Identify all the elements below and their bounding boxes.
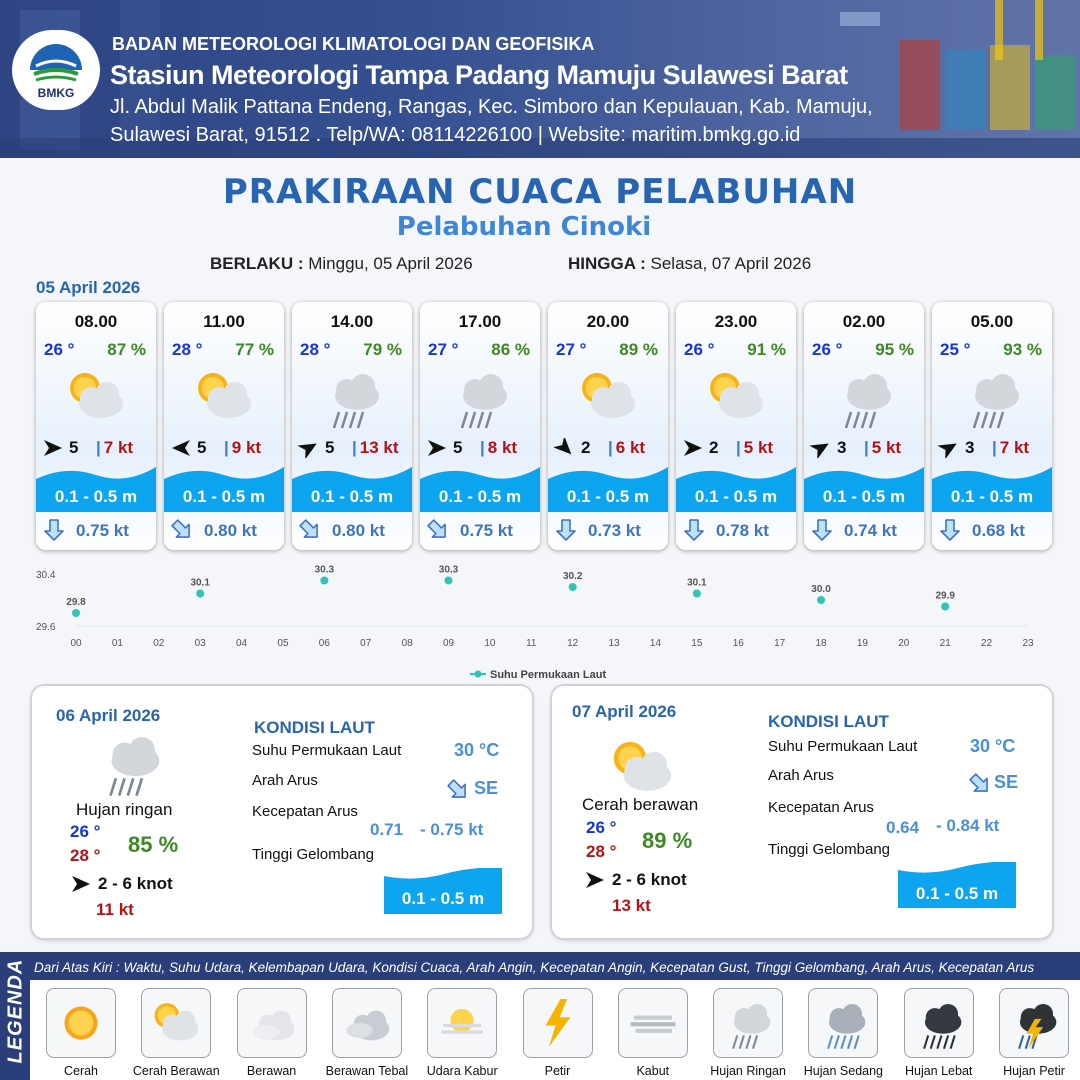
x-tick-label: 21 <box>939 638 951 649</box>
card-time: 05.00 <box>970 312 1014 331</box>
card-time: 08.00 <box>74 312 118 331</box>
x-tick-label: 03 <box>194 638 206 649</box>
card-gust-value: 5 kt <box>871 438 902 457</box>
current-speed-label: Kecepatan Arus <box>768 799 874 816</box>
wind-direction-icon <box>554 438 576 458</box>
current-direction-icon <box>554 518 578 542</box>
card-gust-value: 13 kt <box>359 438 399 457</box>
wind-direction-icon <box>42 438 64 458</box>
legend-item-label: Berawan Tebal <box>325 1064 409 1078</box>
hourly-card <box>36 302 156 550</box>
hujan-ringan-icon <box>957 362 1027 432</box>
card-temp: 25 ° <box>940 340 971 359</box>
card-wind-speed: 2 <box>581 438 591 457</box>
wave-height-label: Tinggi Gelombang <box>768 841 891 858</box>
current-speed-label: Kecepatan Arus <box>252 803 358 820</box>
card-humidity: 93 % <box>1003 340 1042 359</box>
valid-to-value: Selasa, 07 April 2026 <box>650 254 812 273</box>
card-humidity: 95 % <box>875 340 914 359</box>
legend-item-label: Berawan <box>246 1064 297 1078</box>
legend-items <box>30 980 1080 1080</box>
x-tick-label: 07 <box>360 638 372 649</box>
logo-text: BMKG <box>37 86 75 100</box>
valid-from-value: Minggu, 05 April 2026 <box>308 254 473 273</box>
hujan-ringan-icon <box>719 994 777 1052</box>
card-current-speed: 0.80 kt <box>332 521 385 540</box>
x-tick-label: 04 <box>236 638 248 649</box>
daily-condition: Cerah berawan <box>582 795 699 814</box>
card-humidity: 79 % <box>363 340 402 359</box>
card-gust: | 6 kt <box>608 438 646 457</box>
legend-item-label: Hujan Sedang <box>803 1064 883 1078</box>
daily-wind: 2 - 6 knot <box>98 874 173 893</box>
header-banner <box>0 0 1080 158</box>
x-tick-label: 10 <box>484 638 496 649</box>
legend-item-label: Cerah Berawan <box>132 1064 220 1078</box>
data-label: 30.2 <box>562 571 583 582</box>
card-gust: | 5 kt <box>864 438 902 457</box>
x-tick-label: 12 <box>567 638 579 649</box>
data-label: 30.0 <box>811 584 831 595</box>
card-time: 11.00 <box>203 312 245 331</box>
card-time: 14.00 <box>330 312 374 331</box>
x-tick-label: 14 <box>649 638 662 649</box>
x-tick-label: 23 <box>1022 638 1034 649</box>
legend-item-label: Kabut <box>636 1064 670 1078</box>
hujan-ringan-icon <box>317 362 387 432</box>
current-direction-icon <box>446 778 470 802</box>
sst-value: 30 °C <box>970 736 1016 756</box>
port-name: Pelabuhan Cinoki <box>396 212 652 242</box>
hujan-sedang-icon <box>814 994 872 1052</box>
legend-item <box>523 988 593 1058</box>
valid-to <box>568 254 811 274</box>
hourly-card <box>292 302 412 550</box>
card-wave-height: 0.1 - 0.5 m <box>694 487 778 506</box>
hourly-card <box>804 302 924 550</box>
card-gust: | 8 kt <box>480 438 518 457</box>
cerah-berawan-icon <box>701 362 771 432</box>
legend-item <box>46 988 116 1058</box>
sst-point <box>72 609 80 617</box>
card-time: 20.00 <box>586 312 630 331</box>
hujan-ringan-icon <box>445 362 515 432</box>
daily-humidity: 85 % <box>128 832 179 857</box>
address-line-2: Sulawesi Barat, 91512 . Telp/WA: 08114226100 | Website: maritim.bmkg.go.id <box>110 124 801 146</box>
legend-item <box>427 988 497 1058</box>
data-label: 30.1 <box>687 577 707 589</box>
x-tick-label: 06 <box>318 638 330 649</box>
legend-label: Suhu Permukaan Laut <box>490 669 607 680</box>
agency-name: BADAN METEOROLOGI KLIMATOLOGI DAN GEOFISIKA <box>112 34 595 54</box>
legend-side-label <box>0 952 30 1080</box>
current-speed-min: 0.64 <box>886 818 920 837</box>
daily-date: 06 April 2026 <box>56 706 161 725</box>
legend-description: Dari Atas Kiri : Waktu, Suhu Udara, Kelembapan Udara, Kondisi Cuaca, Arah Angin, Kecepatan Angin, Kecepatan Gust, Tinggi Gelombang, Arah Arus, Kecepatan Arus <box>34 960 1035 975</box>
card-temp: 28 ° <box>300 340 331 359</box>
current-direction-icon <box>170 518 194 542</box>
wind-direction-icon <box>298 438 320 458</box>
card-humidity: 91 % <box>747 340 786 359</box>
wind-direction-icon <box>170 438 192 458</box>
card-humidity: 89 % <box>619 340 658 359</box>
legend-marker <box>475 671 482 678</box>
current-direction-value: SE <box>474 778 499 798</box>
card-gust: | 13 kt <box>352 438 399 457</box>
legend-item <box>904 988 974 1058</box>
card-temp: 26 ° <box>44 340 75 359</box>
card-temp: 27 ° <box>556 340 587 359</box>
data-label: 30.1 <box>190 577 210 589</box>
daily-wind: 2 - 6 knot <box>612 870 687 889</box>
current-direction-value: SE <box>994 772 1019 792</box>
current-direction-icon <box>42 518 66 542</box>
card-wind-speed: 5 <box>69 438 79 457</box>
card-wind-speed: 3 <box>965 438 975 457</box>
sst-chart <box>30 560 1050 680</box>
card-time: 23.00 <box>714 312 758 331</box>
card-wave-height: 0.1 - 0.5 m <box>566 487 650 506</box>
legend-item <box>713 988 783 1058</box>
card-humidity: 86 % <box>491 340 530 359</box>
daily-condition: Hujan ringan <box>76 800 173 819</box>
card-current-speed: 0.75 kt <box>460 521 513 540</box>
x-tick-label: 05 <box>277 638 289 649</box>
hourly-card <box>676 302 796 550</box>
card-current-speed: 0.73 kt <box>588 521 641 540</box>
wind-direction-icon <box>810 438 832 458</box>
x-tick-label: 20 <box>898 638 910 649</box>
card-wind-speed: 5 <box>325 438 335 457</box>
valid-to-label: HINGGA : <box>568 254 646 273</box>
cerah-berawan-icon <box>61 362 131 432</box>
valid-from <box>210 254 473 274</box>
current-speed-max: - 0.75 kt <box>420 820 484 839</box>
data-label: 29.8 <box>66 597 86 608</box>
y-tick-label: 29.6 <box>36 622 56 633</box>
current-direction-label: Arah Arus <box>768 767 834 784</box>
card-humidity: 77 % <box>235 340 274 359</box>
card-temp: 26 ° <box>684 340 715 359</box>
data-label: 30.3 <box>438 564 459 576</box>
udara-kabur-icon <box>433 994 491 1052</box>
x-tick-label: 09 <box>442 638 455 649</box>
daily-gust: 13 kt <box>612 896 651 915</box>
legend-item-label: Cerah <box>63 1064 99 1078</box>
data-label: 29.9 <box>935 590 955 602</box>
card-wind-speed: 5 <box>453 438 463 457</box>
card-current-speed: 0.68 kt <box>972 521 1025 540</box>
sst-point <box>445 577 453 585</box>
card-gust: | 9 kt <box>224 438 262 457</box>
wind-direction-icon <box>584 870 606 890</box>
current-direction-icon <box>682 518 706 542</box>
current-direction-icon <box>426 518 450 542</box>
card-wind-speed: 2 <box>709 438 719 457</box>
legend-item <box>332 988 402 1058</box>
sst-point <box>817 596 825 604</box>
daily-temp-max: 28 ° <box>586 842 617 861</box>
current-direction-label: Arah Arus <box>252 772 318 789</box>
sst-value: 30 °C <box>454 740 500 760</box>
card-humidity: 87 % <box>107 340 146 359</box>
hourly-card <box>420 302 540 550</box>
current-direction-icon <box>298 518 322 542</box>
daily-humidity: 89 % <box>642 828 693 853</box>
cerah-berawan-icon <box>147 994 205 1052</box>
x-tick-label: 01 <box>111 638 123 649</box>
data-label: 30.3 <box>314 564 335 576</box>
berawan-icon <box>243 994 301 1052</box>
card-gust: | 7 kt <box>96 438 134 457</box>
current-direction-icon <box>810 518 834 542</box>
daily-gust: 11 kt <box>96 900 134 919</box>
card-gust-value: 8 kt <box>487 438 518 457</box>
sst-point <box>320 577 328 585</box>
card-wave-height: 0.1 - 0.5 m <box>182 487 266 506</box>
card-current-speed: 0.75 kt <box>76 521 129 540</box>
sst-label: Suhu Permukaan Laut <box>768 738 918 755</box>
page-title: PRAKIRAAN CUACA PELABUHAN <box>222 172 858 212</box>
legend-item-label: Petir <box>544 1064 571 1078</box>
daily-date: 07 April 2026 <box>572 702 677 721</box>
card-wind-speed: 3 <box>837 438 847 457</box>
kabut-icon <box>624 994 682 1052</box>
kondisi-laut-title: KONDISI LAUT <box>254 718 375 737</box>
card-gust-value: 9 kt <box>231 438 262 457</box>
legend-item <box>618 988 688 1058</box>
legend-item <box>999 988 1069 1058</box>
current-speed-min: 0.71 <box>370 820 404 839</box>
card-wave-height: 0.1 - 0.5 m <box>822 487 906 506</box>
x-tick-label: 11 <box>526 638 537 649</box>
kondisi-laut-title: KONDISI LAUT <box>768 712 889 731</box>
current-speed-max: - 0.84 kt <box>936 816 1000 835</box>
x-tick-label: 13 <box>608 638 620 649</box>
day1-date: 05 April 2026 <box>36 278 141 297</box>
card-temp: 26 ° <box>812 340 843 359</box>
wave-height-label: Tinggi Gelombang <box>252 846 375 863</box>
x-tick-label: 16 <box>732 638 744 649</box>
daily-panel <box>552 686 1052 938</box>
petir-icon <box>529 994 587 1052</box>
card-current-speed: 0.74 kt <box>844 521 897 540</box>
card-gust-value: 5 kt <box>743 438 774 457</box>
card-wind-speed: 5 <box>197 438 207 457</box>
daily-wave-height: 0.1 - 0.5 m <box>401 889 485 908</box>
card-current-speed: 0.78 kt <box>716 521 769 540</box>
card-wave-height: 0.1 - 0.5 m <box>438 487 522 506</box>
sst-point <box>196 590 204 598</box>
daily-temp-min: 26 ° <box>70 822 101 841</box>
legend-item-label: Hujan Ringan <box>710 1064 786 1078</box>
legend-title: LEGENDA <box>4 958 27 1064</box>
card-current-speed: 0.80 kt <box>204 521 257 540</box>
current-direction-icon <box>938 518 962 542</box>
card-time: 02.00 <box>842 312 886 331</box>
address-line-1: Jl. Abdul Malik Pattana Endeng, Rangas, Kec. Simboro dan Kepulauan, Kab. Mamuju, <box>110 96 873 118</box>
daily-wave-height: 0.1 - 0.5 m <box>915 884 999 903</box>
card-wave-height: 0.1 - 0.5 m <box>950 487 1034 506</box>
legend-item-label: Udara Kabur <box>426 1064 498 1078</box>
valid-from-label: BERLAKU : <box>210 254 304 273</box>
x-tick-label: 15 <box>691 638 703 649</box>
sst-point <box>941 603 949 611</box>
card-time: 17.00 <box>458 312 502 331</box>
hourly-card <box>164 302 284 550</box>
hujan-lebat-icon <box>910 994 968 1052</box>
hujan-petir-icon <box>1005 994 1063 1052</box>
wind-direction-icon <box>682 438 704 458</box>
legend <box>0 952 1080 1080</box>
card-gust-value: 7 kt <box>999 438 1030 457</box>
x-tick-label: 17 <box>774 638 786 649</box>
y-tick-label: 30.4 <box>36 570 56 581</box>
sst-point <box>693 590 701 598</box>
daily-temp-min: 26 ° <box>586 818 617 837</box>
hourly-forecast <box>32 302 1052 552</box>
legend-item-label: Hujan Lebat <box>904 1064 973 1078</box>
wind-direction-icon <box>426 438 448 458</box>
station-name: Stasiun Meteorologi Tampa Padang Mamuju Sulawesi Barat <box>110 60 848 90</box>
card-gust: | 5 kt <box>736 438 774 457</box>
bmkg-logo <box>12 30 100 110</box>
sst-point <box>569 583 577 591</box>
card-gust-value: 7 kt <box>103 438 134 457</box>
hujan-ringan-icon <box>92 724 168 800</box>
x-tick-label: 19 <box>856 638 868 649</box>
card-temp: 27 ° <box>428 340 459 359</box>
x-tick-label: 00 <box>70 638 82 649</box>
card-gust: | 7 kt <box>992 438 1030 457</box>
wind-direction-icon <box>70 874 92 894</box>
current-direction-icon <box>968 772 992 796</box>
berawan-tebal-icon <box>338 994 396 1052</box>
x-tick-label: 02 <box>153 638 165 649</box>
cerah-berawan-icon <box>189 362 259 432</box>
card-gust-value: 6 kt <box>615 438 646 457</box>
legend-item <box>808 988 878 1058</box>
legend-item-label: Hujan Petir <box>1003 1064 1065 1078</box>
legend-item <box>141 988 211 1058</box>
wind-direction-icon <box>938 438 960 458</box>
legend-item <box>237 988 307 1058</box>
hujan-ringan-icon <box>829 362 899 432</box>
x-tick-label: 08 <box>401 638 413 649</box>
cerah-berawan-icon <box>573 362 643 432</box>
hourly-card <box>932 302 1052 550</box>
daily-temp-max: 28 ° <box>70 846 101 865</box>
daily-panel <box>32 686 532 938</box>
card-wave-height: 0.1 - 0.5 m <box>54 487 138 506</box>
card-temp: 28 ° <box>172 340 203 359</box>
x-tick-label: 18 <box>815 638 827 649</box>
sst-label: Suhu Permukaan Laut <box>252 742 402 759</box>
card-wave-height: 0.1 - 0.5 m <box>310 487 394 506</box>
hourly-card <box>548 302 668 550</box>
x-tick-label: 22 <box>981 638 993 649</box>
cerah-icon <box>52 994 110 1052</box>
